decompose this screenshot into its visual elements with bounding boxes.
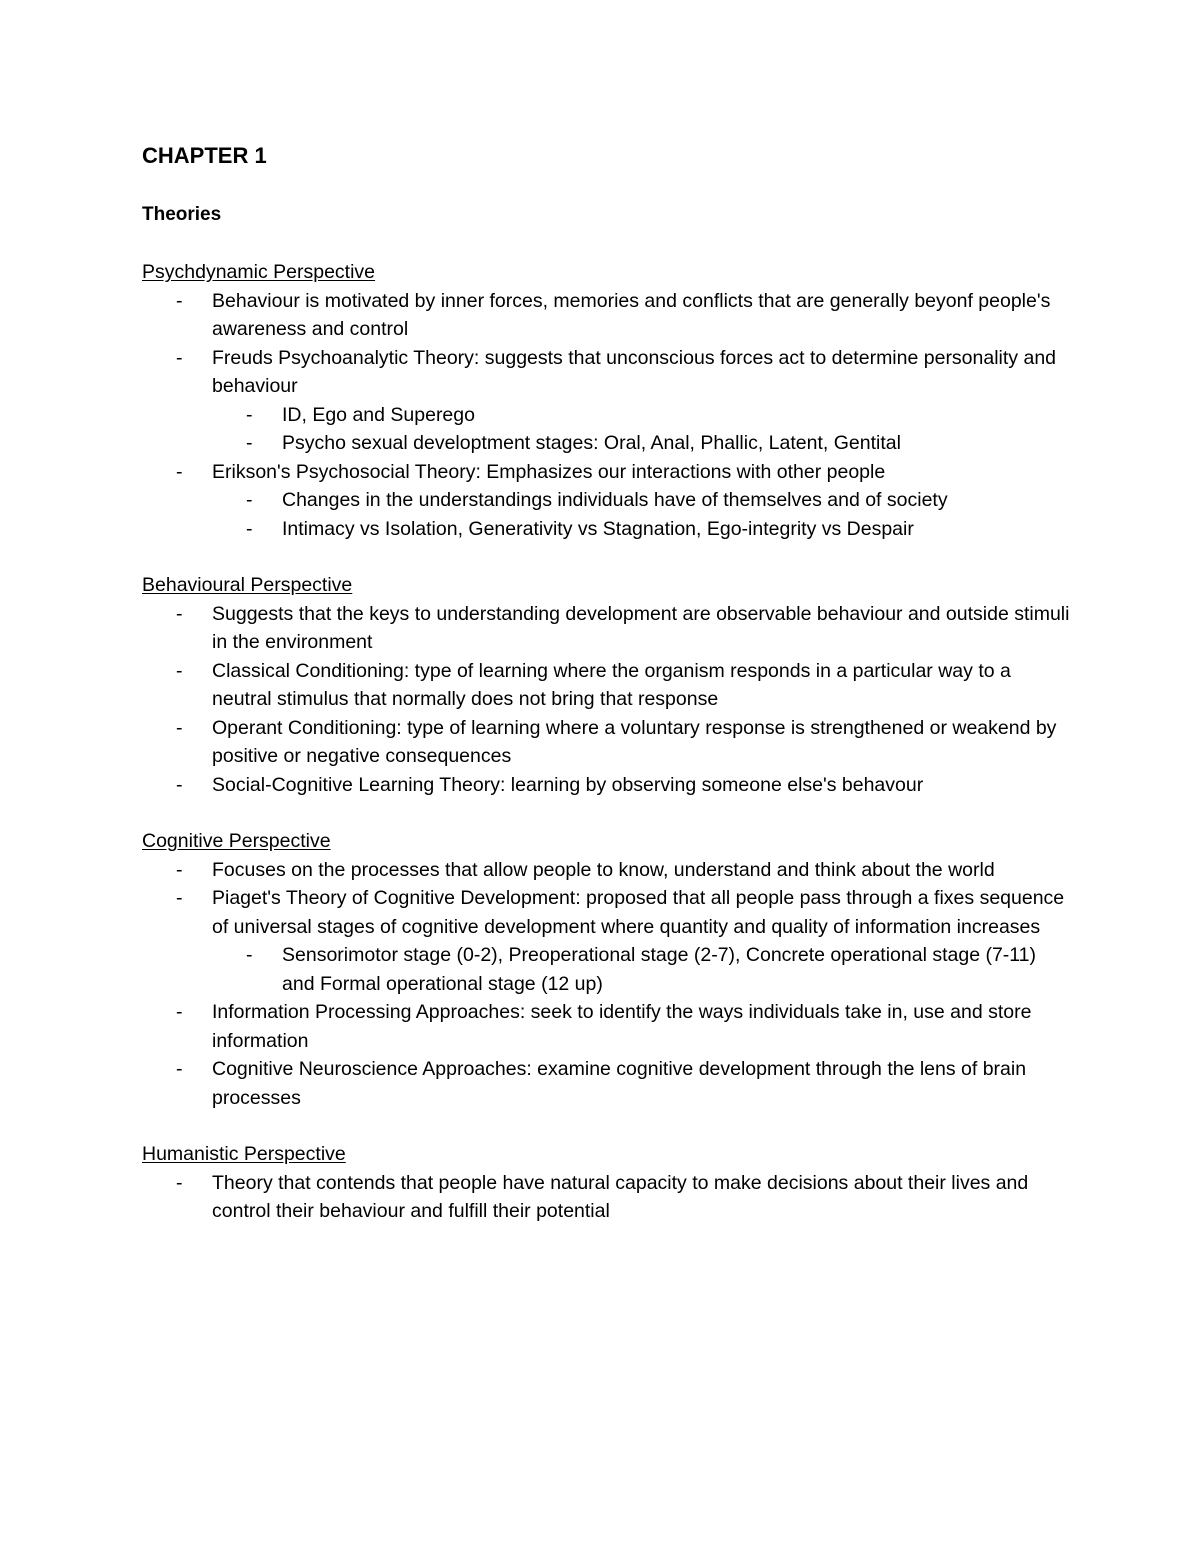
section-humanistic-perspective	[142, 1140, 1072, 1226]
section-title: Psychdynamic Perspective	[142, 261, 376, 283]
section-heading: Theories	[142, 204, 222, 225]
list-item-text: Cognitive Neuroscience Approaches: examine cognitive development through the lens of brain processes	[212, 1058, 1027, 1109]
sub-bullet-list	[212, 401, 1072, 458]
chapter-title: CHAPTER 1	[142, 143, 267, 168]
sections-container	[142, 258, 1072, 1226]
dash-bullet-icon: -	[176, 1001, 183, 1023]
sub-list-item-text: Psycho sexual developtment stages: Oral, Anal, Phallic, Latent, Gentital	[282, 432, 901, 454]
dash-bullet-icon: -	[246, 517, 253, 540]
list-item	[142, 287, 1072, 344]
dash-bullet-icon: -	[246, 944, 253, 966]
section-title: Cognitive Perspective	[142, 830, 331, 852]
list-item	[142, 657, 1072, 714]
list-item	[142, 1055, 1072, 1112]
section-psychdynamic-perspective	[142, 258, 1072, 543]
sub-bullet-list	[212, 486, 1072, 543]
sub-list-item-text: Changes in the understandings individuals have of themselves and of society	[282, 489, 948, 511]
dash-bullet-icon: -	[176, 659, 183, 682]
sub-list-item-text: ID, Ego and Superego	[282, 403, 475, 426]
list-item-text: Theory that contends that people have natural capacity to make decisions about their lives and control their behaviour and fulfill their potential	[212, 1171, 1029, 1222]
sub-list-item	[212, 401, 1072, 430]
sub-list-item	[212, 429, 1072, 458]
section-title: Humanistic Perspective	[142, 1143, 346, 1165]
list-item-text: Social-Cognitive Learning Theory: learning by observing someone else's behavour	[212, 773, 924, 796]
sub-list-item	[212, 486, 1072, 515]
list-item	[142, 344, 1072, 458]
dash-bullet-icon: -	[176, 460, 183, 483]
list-item-text: Focuses on the processes that allow people to know, understand and think about the world	[212, 858, 995, 881]
list-item-text: Freuds Psychoanalytic Theory: suggests that unconscious forces act to determine personality and behaviour	[212, 346, 1057, 397]
list-item-text: Suggests that the keys to understanding development are observable behaviour and outside stimuli in the environment	[212, 602, 1070, 653]
bullet-list	[142, 600, 1072, 800]
dash-bullet-icon: -	[176, 289, 183, 312]
list-item-text: Piaget's Theory of Cognitive Development: proposed that all people pass through a fixes sequence of universal stages of cognitive development where quantity and quality of information increases	[212, 887, 1065, 938]
list-item-text: Erikson's Psychosocial Theory: Emphasizes our interactions with other people	[212, 460, 886, 483]
list-item-text: Information Processing Approaches: seek to identify the ways individuals take in, use and store information	[212, 1001, 1032, 1052]
dash-bullet-icon: -	[246, 403, 253, 426]
list-item-text: Operant Conditioning: type of learning where a voluntary response is strengthened or weakend by positive or negative consequences	[212, 716, 1057, 767]
bullet-list	[142, 1169, 1072, 1226]
dash-bullet-icon: -	[176, 716, 183, 739]
list-item	[142, 458, 1072, 544]
dash-bullet-icon: -	[176, 858, 183, 881]
document-page	[142, 140, 1072, 1254]
list-item	[142, 714, 1072, 771]
sub-list-item-text: Sensorimotor stage (0-2), Preoperational stage (2-7), Concrete operational stage (7-11) and Formal operational stage (12 up)	[282, 944, 1037, 995]
list-item	[142, 771, 1072, 800]
dash-bullet-icon: -	[246, 489, 253, 511]
list-item-text: Classical Conditioning: type of learning where the organism responds in a particular way to a neutral stimulus that normally does not bring that response	[212, 659, 1011, 710]
list-item	[142, 998, 1072, 1055]
dash-bullet-icon: -	[246, 432, 253, 454]
bullet-list	[142, 287, 1072, 544]
section-title: Behavioural Perspective	[142, 574, 353, 596]
dash-bullet-icon: -	[176, 1171, 183, 1194]
sub-list-item	[212, 515, 1072, 544]
list-item-text: Behaviour is motivated by inner forces, memories and conflicts that are generally beyonf people's awareness and control	[212, 289, 1051, 340]
section-behavioural-perspective	[142, 571, 1072, 799]
list-item	[142, 884, 1072, 998]
sub-list-item	[212, 941, 1072, 998]
section-cognitive-perspective	[142, 827, 1072, 1112]
dash-bullet-icon: -	[176, 602, 183, 625]
dash-bullet-icon: -	[176, 887, 183, 909]
dash-bullet-icon: -	[176, 773, 183, 796]
bullet-list	[142, 856, 1072, 1113]
list-item	[142, 856, 1072, 885]
sub-bullet-list	[212, 941, 1072, 998]
dash-bullet-icon: -	[176, 346, 183, 369]
list-item	[142, 1169, 1072, 1226]
dash-bullet-icon: -	[176, 1058, 183, 1080]
list-item	[142, 600, 1072, 657]
sub-list-item-text: Intimacy vs Isolation, Generativity vs Stagnation, Ego-integrity vs Despair	[282, 517, 914, 540]
